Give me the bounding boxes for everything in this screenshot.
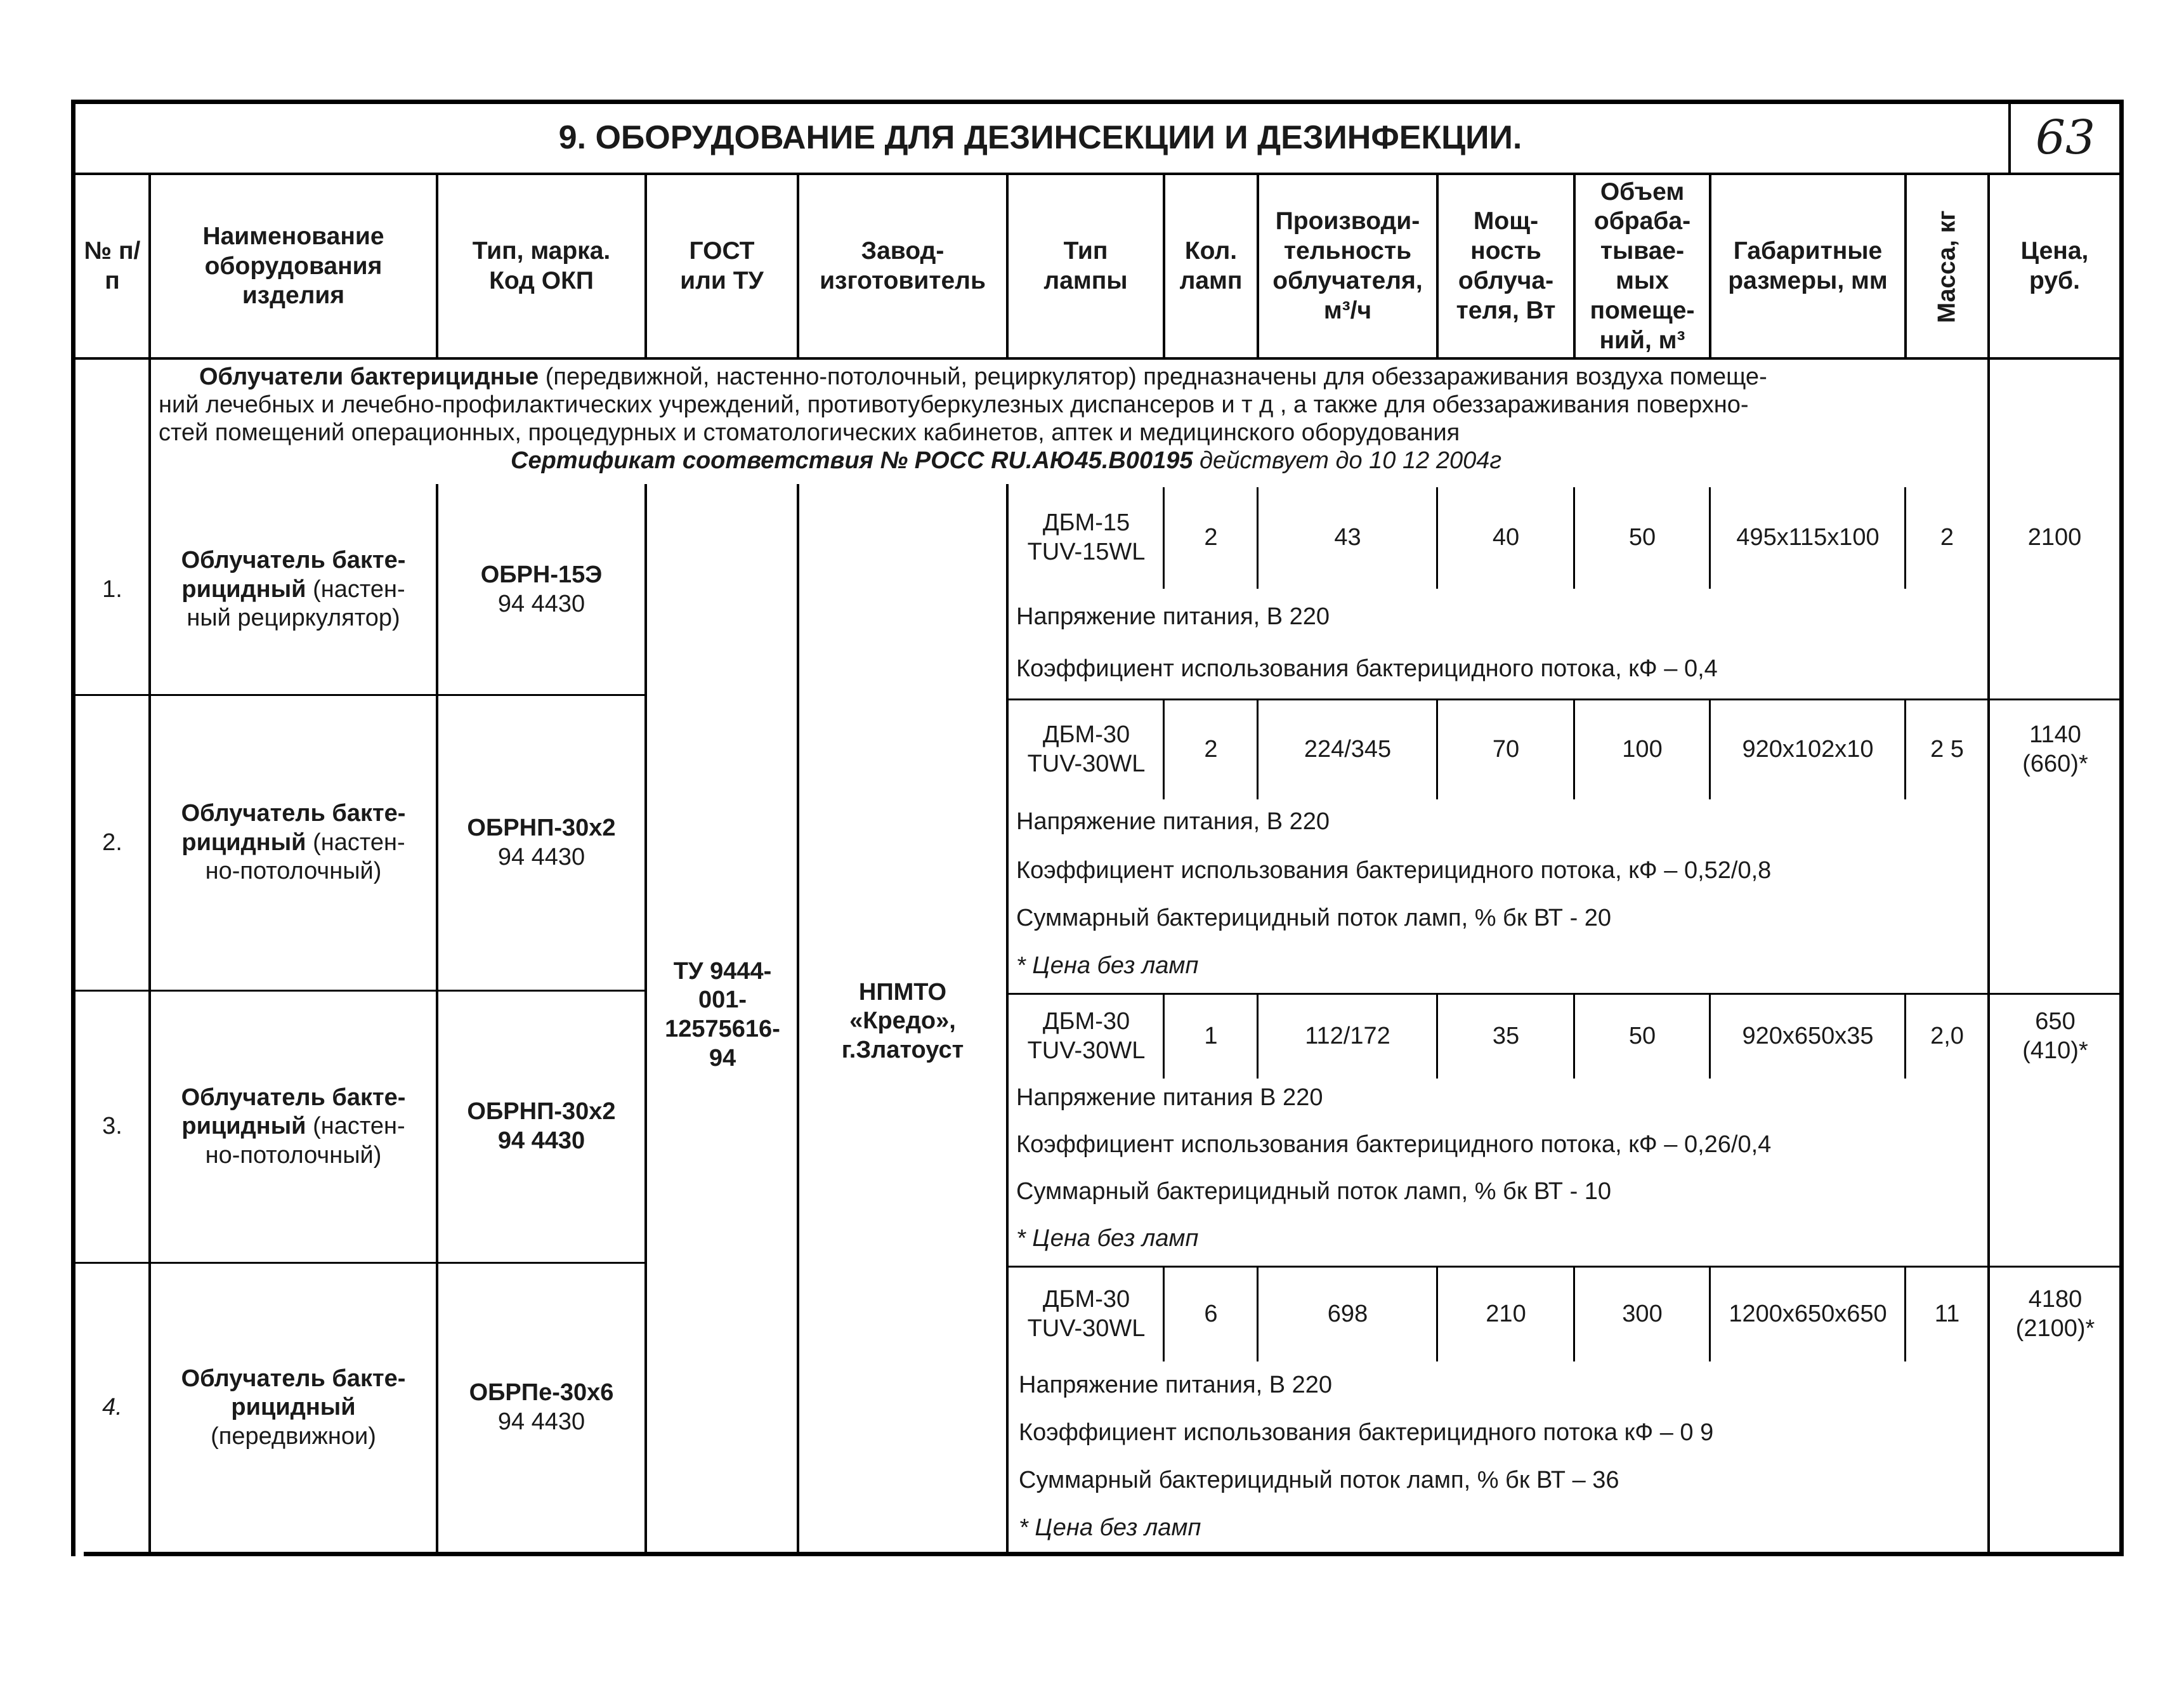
col-divider-price	[1987, 173, 1990, 1554]
row-num: 3.	[102, 1113, 122, 1140]
row-power: 210	[1486, 1301, 1526, 1328]
frame-bottom	[84, 1552, 2124, 1556]
row-type-mark: ОБРНП-30x2	[467, 1098, 616, 1125]
row-num: 1.	[102, 575, 122, 603]
tick	[1257, 700, 1259, 799]
row-lamp	[1010, 487, 1163, 589]
tick	[1904, 487, 1906, 589]
manufacturer-line-3: г.Златоуст	[841, 1036, 964, 1063]
tick	[1709, 995, 1711, 1079]
row-type	[438, 485, 644, 694]
intro-line-3: стей помещений операционных, процедурных и стоматологических кабинетов, аптек и медицинского оборудования	[159, 419, 1460, 446]
header-type: Тип, марка. Код ОКП	[472, 237, 611, 294]
tick	[1257, 1268, 1259, 1361]
header-dims: Габаритные размеры, мм	[1728, 237, 1888, 294]
tick	[1709, 487, 1711, 589]
row-dims: 920x102x10	[1742, 736, 1874, 763]
row-num: 4.	[102, 1394, 122, 1421]
header-count: Кол. ламп	[1179, 237, 1243, 294]
header-maker: Завод-изготовитель	[820, 237, 986, 294]
tick	[1573, 487, 1575, 589]
row-lamp	[1010, 995, 1163, 1079]
tick	[1573, 700, 1575, 799]
row-lamp	[1010, 700, 1163, 799]
row-note: Коэффициент использования бактерицидного потока, кФ – 0,26/0,4	[1016, 1131, 1772, 1158]
row-note: Напряжение питания В 220	[1016, 1084, 1323, 1112]
header-lamp: Тип лампы	[1043, 237, 1128, 294]
manufacturer	[801, 977, 1005, 1066]
intro-text-1: (передвижной, настенно-потолочный, рециркулятор) предназначены для обеззараживания воздуха помеще-	[539, 364, 1767, 390]
row-name-rest: (настен-но-потолочный)	[205, 829, 405, 885]
header-perf: Производи-тельность облучателя, м³/ч	[1272, 207, 1423, 324]
row-count: 6	[1204, 1301, 1218, 1328]
row-power: 35	[1492, 1023, 1520, 1050]
page-title: 9. ОБОРУДОВАНИЕ ДЛЯ ДЕЗИНСЕКЦИИ И ДЕЗИНФЕКЦИИ.	[558, 119, 1522, 157]
row-okp-code: 94 4430	[497, 843, 585, 870]
row-type	[438, 992, 644, 1262]
row-type-mark: ОБРПе-30x6	[469, 1379, 614, 1407]
tick	[1163, 1268, 1165, 1361]
row-mass: 2 5	[1930, 736, 1964, 763]
header-volume: Объем обраба-тывае-мых помеще-ний, м³	[1590, 178, 1695, 354]
certificate-number: Сертификат соответствия № РОСС RU.АЮ45.В00195	[511, 447, 1193, 474]
tick	[1709, 700, 1711, 799]
tick	[1904, 995, 1906, 1079]
tick	[1573, 1268, 1575, 1361]
row-count: 2	[1204, 524, 1218, 551]
tick	[1436, 487, 1438, 589]
tick	[1436, 1268, 1438, 1361]
row-lamp-line-2: TUV-30WL	[1027, 1037, 1146, 1064]
intro-paragraph	[159, 363, 1979, 475]
row-num: 2.	[102, 829, 122, 856]
row-type-mark: ОБРНП-30x2	[467, 814, 616, 841]
row-name	[156, 1264, 431, 1552]
row-power: 40	[1492, 524, 1520, 551]
row-name	[156, 485, 431, 694]
tick	[1163, 487, 1165, 589]
row-name-rest: (настен-но-потолочный)	[205, 1113, 405, 1169]
row-note: Напряжение питания, В 220	[1016, 808, 1330, 836]
row-dims: 495x115x100	[1736, 524, 1880, 551]
tick	[1904, 700, 1906, 799]
row-lamp-line-1: ДБМ-30	[1042, 1286, 1130, 1313]
row-okp-code: 94 4430	[497, 590, 585, 617]
row-perf: 698	[1327, 1301, 1368, 1328]
row-note: Суммарный бактерицидный поток ламп, % бк ВТ - 10	[1016, 1178, 1612, 1205]
row-name	[156, 992, 431, 1262]
row-lamp-line-2: TUV-30WL	[1027, 1315, 1146, 1342]
tick	[1709, 1268, 1711, 1361]
header-mass-cell	[1907, 176, 1987, 357]
title-row-border	[71, 173, 2124, 175]
row-lamp	[1010, 1268, 1163, 1361]
row-note: Суммарный бактерицидный поток ламп, % бк ВТ - 20	[1016, 905, 1612, 932]
header-row-border	[71, 357, 2124, 360]
row-note: Коэффициент использования бактерицидного потока кФ – 0 9	[1019, 1419, 1714, 1446]
header-name: Наименование оборудования изделия	[202, 222, 384, 310]
row-power: 70	[1492, 736, 1520, 763]
tick	[1257, 995, 1259, 1079]
row-dims: 920x650x35	[1742, 1023, 1874, 1050]
row-okp-code: 94 4430	[497, 1408, 585, 1435]
tick	[1257, 487, 1259, 589]
row-volume: 100	[1622, 736, 1663, 763]
row-note: Коэффициент использования бактерицидного потока, кФ – 0,52/0,8	[1016, 857, 1772, 884]
header-mass: Масса, кг	[1933, 210, 1961, 323]
row-type-mark: ОБРН-15Э	[480, 561, 603, 588]
tick	[1436, 700, 1438, 799]
row-price: 2100	[2027, 524, 2082, 551]
row-type	[438, 696, 644, 990]
col-divider-type	[644, 484, 647, 1554]
row-volume: 300	[1622, 1301, 1663, 1328]
tick	[1163, 700, 1165, 799]
col-divider-num	[148, 173, 151, 1554]
row-note: Напряжение питания, В 220	[1019, 1372, 1333, 1399]
intro-certificate	[159, 447, 1979, 475]
header-gost: ГОСТ или ТУ	[680, 237, 764, 294]
intro-lead: Облучатели бактерицидные	[199, 364, 539, 390]
row-perf: 43	[1334, 524, 1361, 551]
row-name-rest: (передвижнои)	[211, 1422, 376, 1450]
frame-top	[71, 100, 2124, 104]
row-volume: 50	[1628, 524, 1656, 551]
row-name-bold: Облучатель бакте-рицидный	[181, 1365, 406, 1421]
row-name-bold: Облучатель бакте-рицидный	[181, 800, 406, 856]
row-volume: 50	[1628, 1023, 1656, 1050]
tick	[1436, 995, 1438, 1079]
row-note-footnote: * Цена без ламп	[1019, 1514, 1201, 1542]
tick	[1163, 995, 1165, 1079]
intro-line-2: ний лечебных и лечебно-профилактических учреждений, противотуберкулезных диспансеров и т д , а также для обеззараживания поверхно-	[159, 391, 1749, 418]
manufacturer-line-1: НПМТО	[858, 978, 947, 1006]
intro-line-1	[159, 363, 1979, 391]
row-note: Напряжение питания, В 220	[1016, 603, 1330, 631]
row-lamp-line-1: ДБМ-30	[1042, 721, 1130, 749]
page-number-box-border	[2008, 100, 2011, 174]
row-okp-code: 94 4430	[497, 1127, 585, 1154]
row-name	[156, 696, 431, 990]
row-name-bold: Облучатель бакте-рицидный	[181, 1084, 406, 1140]
header-power: Мощ-ность облуча-теля, Вт	[1456, 207, 1556, 324]
certificate-validity: действует до 10 12 2004г	[1193, 447, 1502, 474]
header-num: № п/п	[84, 237, 141, 294]
row-price: 1140 (660)*	[2022, 721, 2088, 777]
row-dims: 1200x650x650	[1729, 1301, 1887, 1328]
row-count: 1	[1204, 1023, 1218, 1050]
col-divider-gost	[797, 484, 799, 1554]
row-price: 4180 (2100)*	[2015, 1286, 2095, 1342]
row-lamp-line-1: ДБМ-15	[1042, 509, 1130, 537]
row-lamp-line-2: TUV-15WL	[1027, 539, 1146, 565]
row-name-rest: (настен-ный рециркулятор)	[186, 575, 405, 632]
frame-left	[71, 100, 75, 1556]
tick	[1904, 1268, 1906, 1361]
manufacturer-line-2: «Кредо»,	[849, 1007, 956, 1035]
row-perf: 112/172	[1305, 1023, 1390, 1050]
row-count: 2	[1204, 736, 1218, 763]
row-note-footnote: * Цена без ламп	[1016, 952, 1199, 980]
frame-right	[2119, 100, 2124, 1556]
row-note: Коэффициент использования бактерицидного потока, кФ – 0,4	[1016, 655, 1718, 683]
header-price: Цена, руб.	[2020, 237, 2089, 294]
row-lamp-line-2: TUV-30WL	[1027, 751, 1146, 777]
row-price: 650 (410)*	[2022, 1008, 2088, 1064]
row-lamp-line-1: ДБМ-30	[1042, 1008, 1130, 1035]
row-mass: 11	[1934, 1301, 1960, 1328]
page-number: 63	[2035, 110, 2096, 166]
row-note: Суммарный бактерицидный поток ламп, % бк ВТ – 36	[1019, 1467, 1619, 1494]
row-type	[438, 1264, 644, 1552]
row-name-bold: Облучатель бакте-рицидный	[181, 547, 406, 603]
col-divider-maker	[1006, 484, 1009, 1554]
row-mass: 2,0	[1930, 1023, 1964, 1050]
gost-spec: ТУ 9444-001-12575616-94	[665, 957, 780, 1072]
tick	[1573, 995, 1575, 1079]
row-perf: 224/345	[1304, 736, 1392, 763]
row-mass: 2	[1940, 524, 1954, 551]
row-note-footnote: * Цена без ламп	[1016, 1225, 1199, 1252]
